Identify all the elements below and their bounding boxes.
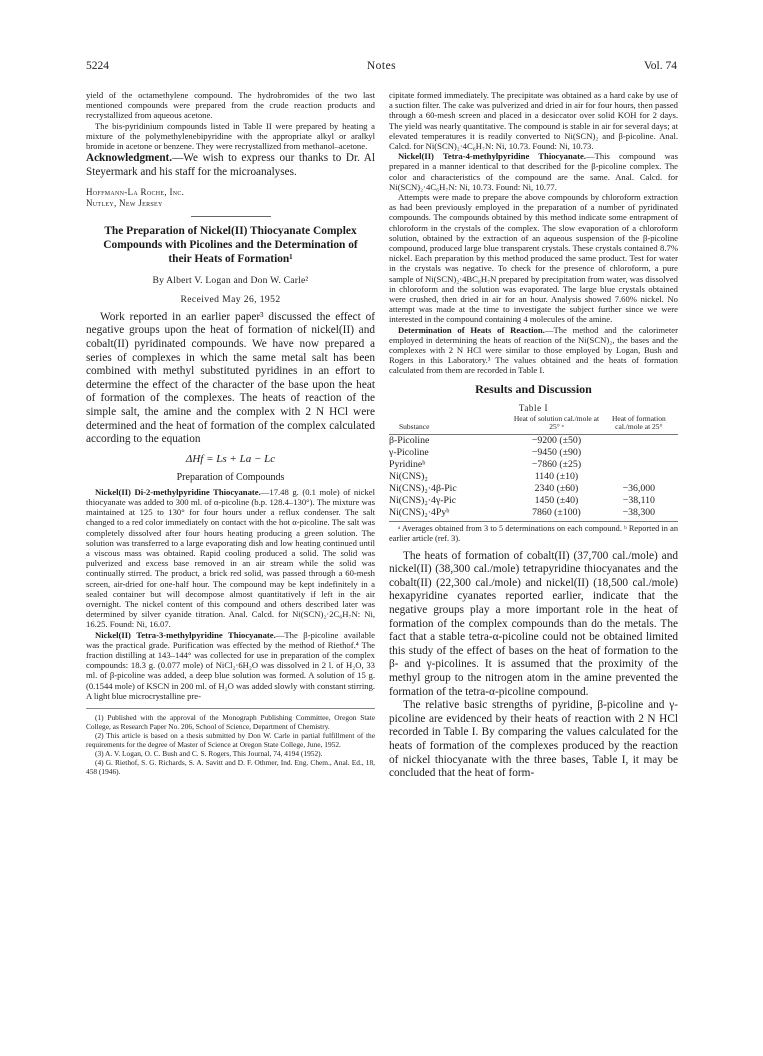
discussion-paragraph: The heats of formation of cobalt(II) (37,700 cal./mole) and nickel(II) (38,300 cal./mole) tetrapyridine thiocyanates and the cobalt(II) (22,300 cal./mole) and nickel(II) (18,500 cal./mole) hexapyridine cyanates reported earlier, indicate that the negative groups play a more important role in the heat of formation of the complex compounds than do the metals. The fact that a stable tetra-α-picoline could not be obtained limited this study of the effect of bases on the heat of formation to the β- and γ-picolines. It is assumed that the proximity of the methyl group to the nitrogen atom in the amine prevented the formation of the tetra-α-picoline compound. — [389, 549, 678, 698]
table-row: β-Picoline −9200 (±50) — [389, 434, 582, 446]
discussion-paragraph: The relative basic strengths of pyridine, β-picoline and γ-picoline are evidenced by their heats of reaction with 2 N HCl recorded in Table I. By comparing the values calculated for the heats of formation of the complexes produced by the reaction of nickel thiocyanate with the three bases, Table I, it may be concluded that the heat of form- — [389, 699, 678, 780]
equation: ΔHf = Ls + La − Lc — [185, 452, 276, 465]
prep-paragraph: Nickel(II) Tetra-4-methylpyridine Thiocyanate.—This compound was prepared in a manner identical to that described for the β-picoline complex. The color and characteristics of the compound are the same. Anal. Calcd. for Ni(SCN)₂·4C₆H₇N: Ni, 10.73. Found: Ni, 10.77. — [389, 151, 678, 192]
received-date: Received May 26, 1952 — [180, 293, 281, 305]
footnotes — [86, 708, 375, 776]
table-row: Ni(CNS)₂ 1140 (±10) — [389, 470, 579, 482]
intro-paragraph: The bis-pyridinium compounds listed in Table II were prepared by heating a mixture of the polymethylenebipyridine with the appropriate alkyl or aralkyl bromide in acetone or benzene. They were recrystallized from methanol–acetone. — [86, 120, 375, 152]
method-heading: Determination of Heats of Reaction. — [398, 324, 545, 335]
footnote: (2) This article is based on a thesis submitted by Don W. Carle in partial fulfillment of the requirements for the degree of Master of Science at Oregon State College, June, 1952. — [86, 731, 375, 749]
article-authors: By Albert V. Logan and Don W. Carle² — [152, 274, 309, 286]
previous-article-tail — [86, 90, 375, 151]
footnote: (4) G. Riethof, S. G. Richards, S. A. Savitt and D. F. Othmer, Ind. Eng. Chem., Anal. Ed., 18, 458 (1946). — [86, 758, 375, 776]
column-header: Substance — [389, 415, 513, 435]
section-heading: Results and Discussion — [475, 381, 592, 396]
page-number: 5224 — [86, 60, 109, 72]
left-column — [86, 90, 375, 776]
table-caption: Table I — [518, 402, 549, 413]
prep-paragraph: Attempts were made to prepare the above compounds by chloroform extraction as had been previously employed in the preparation of a number of pyridinated compounds. The compounds obtained by this method indicate some entrapment of chloroform in the crystals of the complex. The slow evaporation of a chloroform solution, obtained by the extraction of an aqueous suspension of the β-picoline compound, produced large blue transparent crystals. These crystals contained 8.7% nickel. Each preparation by this method produced the same product. Test for water in the crystals was negative. To check for the presence of chloroform, a pure sample of Ni(SCN)₂·4BC₆H₇N prepared by precipitation from water, was dissolved in chloroform and the solution was evaporated. The large blue crystals obtained were crushed, then dried in air for an hour. Analysis showed 7.60% nickel. No attempt was made at the time to investigate the subject further since we were interested in the compound containing 4 molecules of the amine. — [389, 192, 678, 325]
right-column — [389, 90, 678, 781]
affiliation-line: Nutley, New Jersey — [86, 198, 163, 209]
compound-heading: Nickel(II) Di-2-methylpyridine Thiocyanate. — [95, 486, 261, 497]
acknowledgment — [86, 152, 375, 179]
compound-heading: Nickel(II) Tetra-4-methylpyridine Thiocyanate. — [398, 151, 586, 162]
table-footnote: ᵃ Averages obtained from 3 to 5 determinations on each compound. ᵇ Reported in an earlier article (ref. 3). — [389, 521, 678, 544]
volume-label: Vol. 74 — [643, 60, 677, 72]
column-header: Heat of formation cal./mole at 25° — [600, 415, 678, 435]
prep-paragraph: Nickel(II) Tetra-3-methylpyridine Thiocyanate.—The β-picoline available was the practical grade. Purification was effected by the method of Riethof.⁴ The fraction distilling at 143–144° was collected for use in preparation of the complex compounds: 18.3 g. (0.077 mole) of NiCl₂·6H₂O was dissolved in 2 l. of H₂O, 33 ml. of β-picoline was added, a deep blue solution was formed. A solution of 15 g. (0.1544 mole) of KSCN in 200 ml. of H₂O was added slowly with constant stirring. A light blue microcrystalline pre- — [86, 629, 375, 701]
ack-heading: Acknowledgment. — [86, 152, 173, 165]
ack-text: —We wish to express our thanks to Dr. Al Steyermark and his staff for the microanalyses. — [86, 152, 375, 178]
running-header — [86, 60, 677, 74]
section-heading: Preparation of Compounds — [176, 471, 285, 483]
table-row: Pyridineᵇ −7860 (±25) — [389, 458, 582, 470]
prep-paragraph: Determination of Heats of Reaction.—The method and the calorimeter employed in determining the heats of reaction of the Ni(SCN)₂, the bases and the complexes with 2 N HCl were similar to those employed by Logan, Bush and Rogers in this Laboratory.³ The values obtained and the heats of formation calculated from them are recorded in Table I. — [389, 324, 678, 376]
table-row: Ni(CNS)₂·4γ-Pic 1450 (±40) −38,110 — [389, 494, 655, 506]
compound-heading: Nickel(II) Tetra-3-methylpyridine Thiocyanate. — [95, 629, 276, 640]
prep-paragraph: Nickel(II) Di-2-methylpyridine Thiocyanate.—17.48 g. (0.1 mole) of nickel thiocyanate was added to 300 ml. of α-picoline (b.p. 128.4–130°). The mixture was maintained at 125 to 130° for four hours under a reflux condenser. The salt changed to a red color immediately on contact with the hot α-picoline. The salt was completely dissolved after four hours heating producing a green solution. The solution was transferred to a large evaporating dish and low heating continued until a viscous mass was obtained. Rapid cooling produced a solid. The solid was pulverized and excess base removed in an air stream while the solid was continually stirred. The product, a brick red solid, was passed through a 60-mesh screen, air-dried for one-half hour. The compound may be kept indefinitely in a sealed container but will decompose almost quantitatively if left in the air overnight. The nickel content of this compound and others described later was determined by silver cyanide titration. Anal. Calcd. for Ni(SCN)₂·2C₆H₇N: Ni, 16.25. Found: Ni, 16.07. — [86, 486, 375, 630]
affiliation-line: Hoffmann-La Roche, Inc. — [86, 187, 185, 198]
affiliation — [86, 187, 375, 209]
intro-paragraph: yield of the octamethylene compound. The hydrobromides of the two last mentioned compounds were prepared from the crude reaction products and recrystallized from aqueous acetone. — [86, 90, 375, 121]
article-divider — [191, 216, 271, 217]
article-title: The Preparation of Nickel(II) Thiocyanate Complex Compounds with Picolines and the Determination of their Heats of Formation¹ — [103, 225, 358, 265]
column-header: Heat of solution cal./mole at 25° ᵃ — [513, 415, 600, 435]
footnote: (1) Published with the approval of the Monograph Publishing Committee, Oregon State College, as Research Paper No. 206, School of Science, Department of Chemistry. — [86, 713, 375, 731]
body-paragraph: Work reported in an earlier paper³ discussed the effect of negative groups upon the heat of formation of nickel(II) and cobalt(II) pyridinated compounds. We have now prepared a series of complexes in which the same metal salt has been combined with methyl substituted pyridines in an effort to determine the effect of the character of the base upon the heat of formation of the complexes. The heats of reaction of the simple salt, the amine and the complex with 2 N HCl were determined and the heat of formation of the complex calculated according to the equation — [86, 310, 375, 446]
prep-paragraph: cipitate formed immediately. The precipitate was obtained as a hard cake by use of a suction filter. The cake was pulverized and dried in air for four hours, then passed through a 60-mesh screen and placed in a desiccator over solid KOH for 2 days. The yield was nearly quantitative. The compound is stable in air for several days; at elevated temperatures it is readily converted to Ni(SCN)₂ and β-picoline. Anal. Calcd. for Ni(SCN)₂·4C₆H₇N: Ni, 10.73. Found: Ni, 10.73. — [389, 90, 678, 152]
footnote: (3) A. V. Logan, O. C. Bush and C. S. Rogers, This Journal, 74, 4194 (1952). — [95, 749, 323, 758]
section-title: Notes — [366, 60, 397, 72]
data-table — [389, 415, 678, 519]
table-row: Ni(CNS)₂·4Pyᵇ 7860 (±100) −38,300 — [389, 506, 656, 518]
table-row: γ-Picoline −9450 (±90) — [389, 446, 582, 458]
table-row: Ni(CNS)₂·4β-Pic 2340 (±60) −36,000 — [389, 482, 656, 494]
